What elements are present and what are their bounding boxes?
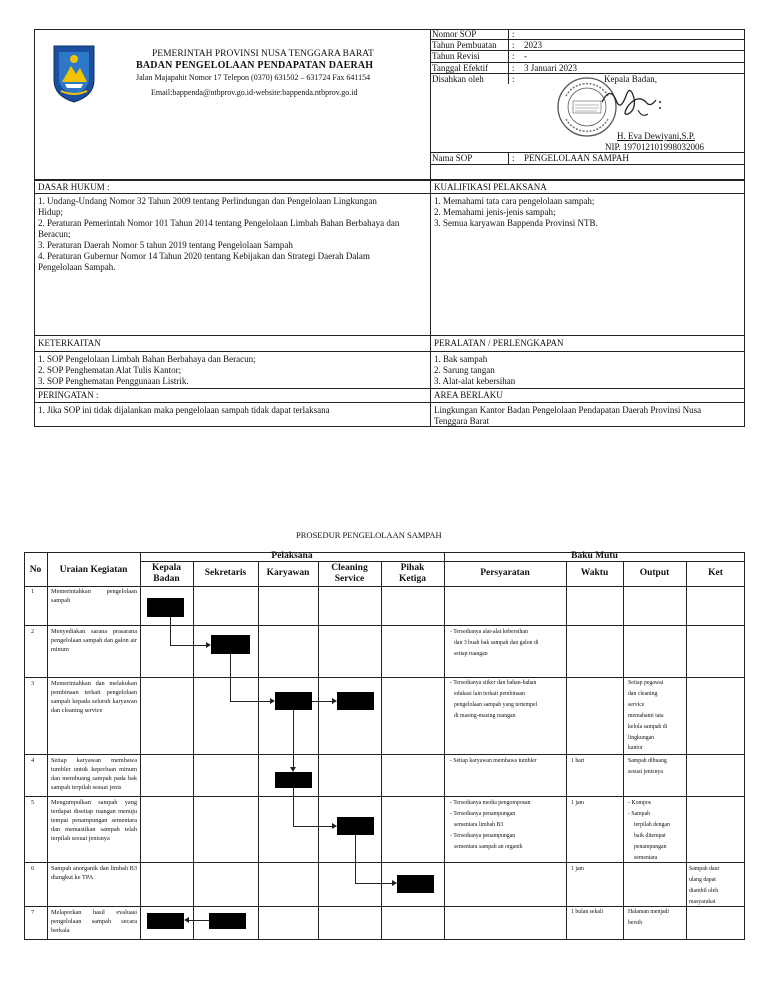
row-output: Halaman menjadi — [628, 909, 670, 915]
row-output: kantor — [628, 745, 643, 751]
meta-value-tahun-revisi: - — [524, 51, 527, 61]
meta-colon: : — [512, 63, 515, 73]
row-persyaratan: sementara sampah an organik — [454, 844, 523, 850]
col-header-no: No — [29, 565, 42, 575]
approver-title: Kepala Badan, — [604, 74, 657, 84]
col-header-kepala: Kepala Badan — [151, 563, 182, 584]
row-no: 7 — [31, 909, 35, 916]
dasar-hukum-item: 4. Peraturan Gubernur Nomor 14 Tahun 2020 tentang Kebijakan dan Strategi Daerah Dalam — [38, 251, 370, 261]
meta-label-tanggal: Tanggal Efektif — [432, 63, 489, 73]
flow-box-sekretaris-2 — [211, 635, 250, 654]
col-header-sekretaris: Sekretaris — [204, 568, 247, 578]
col-header-output: Output — [639, 568, 670, 578]
row-output: baik ditempat — [634, 833, 666, 839]
row-output: terpilah dengan — [634, 822, 670, 828]
dasar-hukum-item: 1. Undang-Undang Nomor 32 Tahun 2009 tentang Perlindungan dan Pengelolaan Lingkungan — [38, 196, 377, 206]
meta-colon: : — [512, 153, 515, 163]
row-output: Setiap pegawai — [628, 680, 664, 686]
dasar-hukum-title: DASAR HUKUM : — [38, 182, 110, 192]
row-persyaratan: - Setiap karyawan membawa tumbler — [450, 758, 537, 764]
row-ket: diambil oleh — [689, 888, 719, 894]
meta-value-tahun-pembuatan: 2023 — [524, 40, 542, 50]
peralatan-item: 2. Sarung tangan — [434, 365, 495, 375]
row-waktu: 1 hari — [571, 758, 585, 764]
dasar-hukum-item: Hidup; — [38, 207, 64, 217]
meta-label-disahkan: Disahkan oleh — [432, 74, 484, 84]
kualifikasi-item: 2. Memahami jenis-jenis sampah; — [434, 207, 556, 217]
approver-nip: NIP. 197012101998032006 — [605, 142, 705, 152]
nama-sop-label: Nama SOP — [432, 153, 473, 163]
org-email: Email:bappenda@ntbprov.go.id-website:bappenda.ntbprov.go.id — [151, 88, 358, 97]
kualifikasi-title: KUALIFIKASI PELAKSANA — [434, 182, 547, 192]
row-persyaratan: edukasi lain terkait pembinaan — [454, 691, 525, 697]
row-persyaratan: - Tersedianya media pengomposan — [450, 800, 531, 806]
row-no: 3 — [31, 680, 35, 687]
col-header-cleaning: Cleaning Service — [331, 563, 368, 584]
prosedur-title: PROSEDUR PENGELOLAAN SAMPAH — [296, 530, 442, 540]
row-waktu: 1 jam — [571, 866, 585, 872]
row-output: sementara — [634, 855, 658, 861]
keterkaitan-item: 1. SOP Pengelolaan Limbah Bahan Berbahaya dan Beracun; — [38, 354, 256, 364]
flow-box-cleaning-5 — [337, 817, 374, 835]
col-header-ket: Ket — [708, 568, 723, 578]
flow-box-karyawan-4 — [275, 772, 312, 788]
row-uraian: Melaporkan hasil evaluasi pengelolaan sampah secara berkala — [51, 909, 137, 934]
row-output: - Kompos — [628, 800, 652, 806]
row-output: memahami tata — [628, 713, 664, 719]
row-persyaratan: pengelolaan sampah yang tertempel — [454, 702, 538, 708]
peralatan-title: PERALATAN / PERLENGKAPAN — [434, 338, 564, 348]
row-uraian: Memerintahkan pengelolaan sampah — [51, 588, 137, 604]
row-no: 5 — [31, 799, 35, 806]
row-output: penampungan — [634, 844, 667, 850]
row-output: kelola sampah di — [628, 724, 668, 730]
row-output: - Sampah — [628, 811, 651, 817]
org-address: Jalan Majapahit Nomor 17 Telepon (0370) 631502 – 631724 Fax 641154 — [136, 73, 371, 82]
col-header-baku-mutu: Baku Mutu — [571, 551, 618, 561]
kualifikasi-item: 3. Semua karyawan Bappenda Provinsi NTB. — [434, 218, 598, 228]
row-uraian: Menyediakan sarana prasarana pengelolaan sampah dan galon air minum — [51, 628, 137, 653]
row-output: dan cleaning — [628, 691, 658, 697]
row-no: 2 — [31, 628, 35, 635]
area-item: Lingkungan Kantor Badan Pengelolaan Pendapatan Daerah Provinsi Nusa — [434, 405, 702, 415]
meta-label-tahun-revisi: Tahun Revisi — [432, 51, 480, 61]
row-uraian: Mengumpulkan sampah yang terdapat disetiap ruangan menuju tempat penampungan sementara dan memastikan sampah telah terpilah sesuai jenisnya — [51, 799, 137, 842]
row-waktu: 1 bulan sekali — [571, 909, 604, 915]
org-line1: PEMERINTAH PROVINSI NUSA TENGGARA BARAT — [152, 49, 374, 59]
row-persyaratan: dan 3 buah bak sampah dan galon di — [454, 640, 539, 646]
col-header-persyaratan: Persyaratan — [480, 568, 530, 578]
row-uraian: Setiap karyawan membawa tumbler untuk keperluan minum dan membuang sampah pada bak sampah terpilah sesuai jenis — [51, 757, 137, 791]
keterkaitan-title: KETERKAITAN — [38, 338, 101, 348]
row-persyaratan: - Tersedianya penampungan — [450, 811, 516, 817]
ntb-logo — [51, 44, 97, 104]
col-header-pelaksana: Pelaksana — [271, 551, 313, 561]
row-persyaratan: setiap ruangan — [454, 651, 488, 657]
col-header-waktu: Waktu — [580, 568, 609, 578]
row-ket: masyarakat — [689, 899, 716, 905]
flow-box-cleaning-3 — [337, 692, 374, 710]
meta-label-tahun-pembuatan: Tahun Pembuatan — [432, 40, 497, 50]
peralatan-item: 1. Bak sampah — [434, 354, 488, 364]
row-persyaratan: - Tersedianya penampungan — [450, 833, 516, 839]
col-header-pihak: Pihak Ketiga — [399, 563, 426, 584]
peringatan-title: PERINGATAN : — [38, 390, 99, 400]
row-output: sesuai jenisnya — [628, 769, 663, 775]
flow-box-kepala-7 — [147, 913, 184, 929]
row-waktu: 1 jam — [571, 800, 585, 806]
keterkaitan-item: 3. SOP Penghematan Penggunaan Listrik. — [38, 376, 189, 386]
dasar-hukum-item: 2. Peraturan Pemerintah Nomor 101 Tahun 2014 tentang Pengelolaan Limbah Bahan Berbahaya dan — [38, 218, 400, 228]
approver-name: H. Eva Dewiyani,S.P. — [617, 131, 695, 141]
meta-colon: : — [512, 74, 515, 84]
flow-box-karyawan-3 — [275, 692, 312, 710]
area-title: AREA BERLAKU — [434, 390, 503, 400]
kualifikasi-item: 1. Memahami tata cara pengelolaan sampah; — [434, 196, 595, 206]
row-no: 1 — [31, 588, 35, 595]
row-persyaratan: sementara limbah B3 — [454, 822, 504, 828]
dasar-hukum-item: Pengelolaan Sampah. — [38, 262, 116, 272]
peringatan-item: 1. Jika SOP ini tidak dijalankan maka pengelolaan sampah tidak dapat terlaksana — [38, 405, 330, 415]
dasar-hukum-item: 3. Peraturan Daerah Nomor 5 tahun 2019 tentang Pengelolaan Sampah — [38, 240, 293, 250]
flow-box-kepala-1 — [147, 598, 184, 617]
row-ket: ulang dapat — [689, 877, 716, 883]
flow-box-pihak-6 — [397, 875, 434, 893]
signature — [598, 80, 668, 124]
meta-colon: : — [512, 40, 515, 50]
col-header-karyawan: Karyawan — [266, 568, 310, 578]
meta-colon: : — [512, 51, 515, 61]
row-persyaratan: di masing-masing ruangan — [454, 713, 516, 719]
org-line2: BADAN PENGELOLAAN PENDAPATAN DAERAH — [136, 60, 374, 71]
flow-box-sekretaris-7 — [209, 913, 246, 929]
row-persyaratan: - Tersedianya stiker dan bahan-bahan — [450, 680, 537, 686]
keterkaitan-item: 2. SOP Penghematan Alat Tulis Kantor; — [38, 365, 182, 375]
row-no: 6 — [31, 865, 35, 872]
peralatan-item: 3. Alat-alat kebersihan — [434, 376, 516, 386]
row-no: 4 — [31, 757, 35, 764]
dasar-hukum-item: Beracun; — [38, 229, 71, 239]
area-item: Tenggara Barat — [434, 416, 490, 426]
row-output: service — [628, 702, 645, 708]
meta-colon: : — [512, 29, 515, 39]
col-header-uraian: Uraian Kegiatan — [59, 565, 128, 575]
row-uraian: Memerintahkan dan melakukan pembinaan terkait pengelolaan sampah kepada seluruh karyawan dan cleaning service — [51, 680, 137, 714]
meta-label-nomor: Nomor SOP — [432, 29, 477, 39]
meta-value-tanggal: 3 Januari 2023 — [524, 63, 577, 73]
row-output: lingkungan — [628, 735, 655, 741]
row-ket: Sampah daur — [689, 866, 720, 872]
row-uraian: Sampah anorganik dan limbah B3 diangkut ke TPA — [51, 865, 137, 881]
row-persyaratan: - Tersedianya alat-alat kebersihan — [450, 629, 528, 635]
nama-sop-value: PENGELOLAAN SAMPAH — [524, 153, 629, 163]
row-output: bersih — [628, 920, 643, 926]
row-output: Sampah dibuang — [628, 758, 667, 764]
